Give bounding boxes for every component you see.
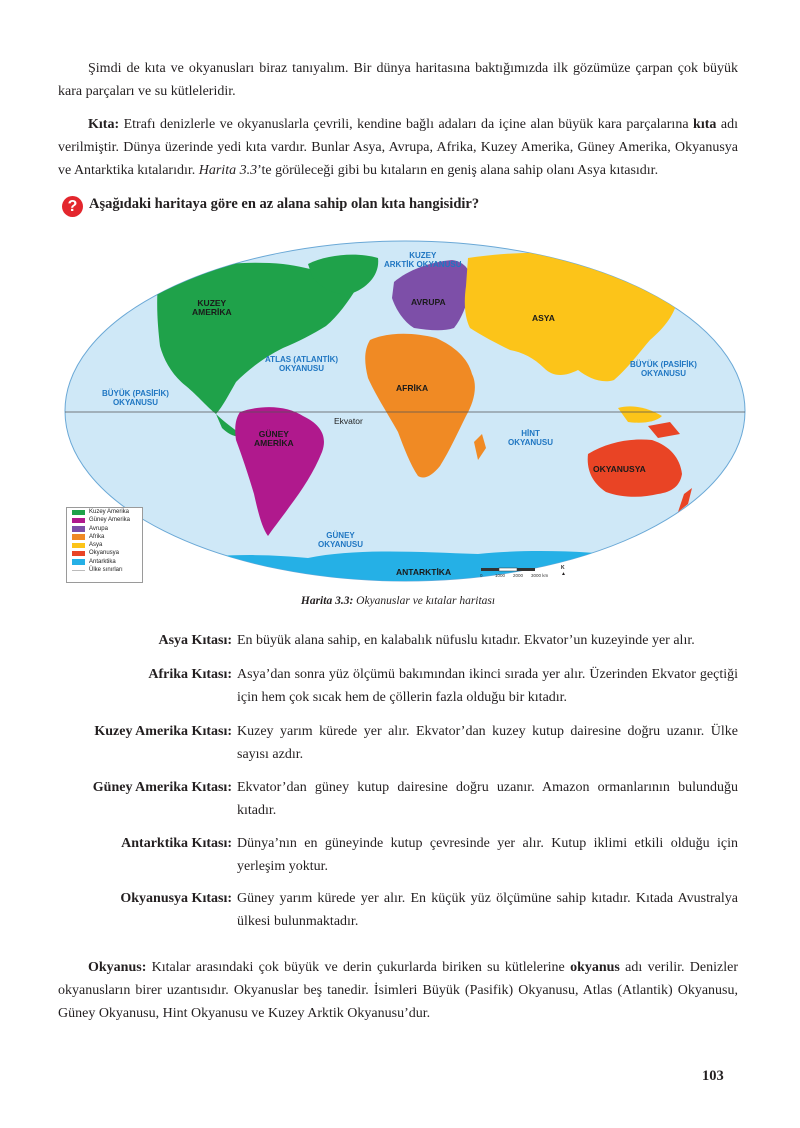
legend-label: Güney Amerika: [89, 517, 131, 524]
question-box: [58, 195, 738, 221]
intro-paragraph: Şimdi de kıta ve okyanusları biraz tanıyalım. Bir dünya haritasına baktığımızda ilk gözümüze çarpan çok büyük kara parçaları ve su kütleleridir.: [58, 61, 738, 99]
legend-label: Antarktika: [89, 558, 116, 565]
definition-text: Kuzey yarım kürede yer alır. Ekvator’dan kuzey kutup dairesine doğru uzanır. Ülke sayısı azdır.: [237, 724, 738, 762]
world-map-graphic: [58, 236, 752, 596]
ocean-definition-paragraph: [58, 956, 738, 1025]
north-arrow: [561, 565, 566, 577]
world-map: [58, 236, 752, 596]
page-number: 103: [702, 1068, 724, 1084]
legend-swatch: [72, 543, 85, 549]
scale-bar: [479, 567, 559, 581]
definition-text: Dünya’nın en güneyinde kutup çevresinde yer alır. Kutup iklimi etkili olduğu için yerleşim yoktur.: [237, 836, 738, 874]
definition-text: Ekvator’dan güney kutup dairesine doğru uzanır. Amazon ormanlarının bulunduğu kıtadır.: [237, 780, 738, 818]
scale-tick: 2000: [513, 573, 524, 578]
continent-definition-text-2: adı verilmiştir. Dünya üzerinde yedi kıta vardır. Bunlar Asya, Avrupa, Afrika, Kuzey Amerika, Güney Amerika, Okyanusya ve Antarktika kıtalarıdır.: [58, 117, 738, 178]
definition-term: Güney Amerika Kıtası:: [92, 780, 232, 795]
legend-label: Asya: [89, 542, 103, 549]
legend-swatch: [72, 534, 85, 540]
legend-border-line: [72, 570, 85, 571]
label-pacific-ocean-west: BÜYÜK (PASİFİK) OKYANUSU: [102, 389, 169, 407]
definition-term: Afrika Kıtası:: [148, 667, 232, 682]
ocean-definition-text: Kıtalar arasındaki çok büyük ve derin çukurlarda biriken su kütlelerine: [146, 960, 571, 975]
definition-text: Asya’dan sonra yüz ölçümü bakımından ikinci sırada yer alır. Üzerinden Ekvator geçtiği için hem çok sıcak hem de çöllerin fazla olduğu bir kıtadır.: [237, 667, 738, 705]
label-oceania: OKYANUSYA: [593, 464, 646, 474]
legend-swatch: [72, 559, 85, 565]
label-arctic-ocean: KUZEY ARKTİK OKYANUSU: [384, 251, 462, 269]
scale-tick: 1000: [495, 573, 506, 578]
legend-item: [67, 516, 142, 524]
legend-item: [67, 566, 142, 574]
legend-label: Avrupa: [89, 525, 108, 532]
definition-term: Asya Kıtası:: [158, 633, 232, 648]
ocean-term: Okyanus:: [88, 960, 147, 975]
definition-text: Güney yarım kürede yer alır. En küçük yüz ölçümüne sahip kıtadır. Kıtada Avustralya ülkesi bulunmaktadır.: [237, 891, 738, 929]
label-southern-ocean: GÜNEY OKYANUSU: [318, 531, 364, 549]
legend-swatch: [72, 518, 85, 524]
legend-label: Ülke sınırları: [89, 567, 123, 574]
legend-swatch: [72, 510, 85, 516]
legend-item: [67, 541, 142, 549]
label-asia: ASYA: [532, 313, 555, 323]
question-text: Aşağıdaki haritaya göre en az alana sahip olan kıta hangisidir?: [89, 196, 480, 212]
scale-tick: 3000 km: [531, 573, 549, 578]
legend-item: [67, 533, 142, 541]
north-label: K: [561, 565, 565, 571]
label-indian-ocean: HİNT OKYANUSU: [508, 429, 554, 447]
map-reference: Harita 3.3: [198, 163, 258, 178]
label-equator: Ekvator: [334, 416, 363, 426]
legend-label: Kuzey Amerika: [89, 509, 130, 515]
continent-definition-text: Etrafı denizlerle ve okyanuslarla çevrili, kendine bağlı adaları da içine alan büyük kara parçalarına: [119, 117, 694, 132]
caption-label: Harita 3.3:: [300, 595, 354, 607]
continent-definition-text-3: ’te görüleceği gibi bu kıtaların en geniş alana sahip olanı Asya kıtasıdır.: [257, 163, 659, 178]
legend-label: Afrika: [89, 533, 105, 540]
label-north-america: KUZEY AMERİKA: [192, 298, 232, 317]
legend-item: [67, 549, 142, 557]
legend-item: [67, 525, 142, 533]
question-mark-icon: ?: [62, 196, 83, 217]
label-antarctica: ANTARKTİKA: [396, 567, 452, 577]
continent-bold-word: kıta: [693, 117, 717, 132]
continent-term: Kıta:: [88, 117, 120, 132]
ocean-definition-text-2: adı verilir. Denizler okyanusların birer uzantısıdır. Okyanuslar beş tanedir. İsimleri Büyük (Pasifik) Okyanusu, Atlas (Atlantik) Okyanusu, Güney Okyanusu, Hint Okyanusu ve Kuzey Arktik Okyanusu’dur.: [58, 960, 739, 1021]
label-atlantic-ocean: ATLAS (ATLANTİK) OKYANUSU: [265, 355, 339, 373]
map-legend: [66, 507, 143, 583]
scale-tick: 0: [480, 573, 483, 578]
legend-swatch: [72, 551, 85, 557]
map-caption: [58, 595, 738, 607]
caption-text: Okyanuslar ve kıtalar haritası: [353, 595, 496, 607]
continent-definition-paragraph: [58, 113, 738, 182]
label-pacific-ocean-east: BÜYÜK (PASİFİK) OKYANUSU: [630, 360, 697, 378]
north-arrow-icon: ▲: [561, 571, 566, 577]
label-south-america: GÜNEY AMERİKA: [254, 429, 294, 448]
definition-term: Antarktika Kıtası:: [121, 836, 232, 851]
definition-term: Kuzey Amerika Kıtası:: [94, 724, 232, 739]
ocean-bold-word: okyanus: [570, 960, 620, 975]
legend-swatch: [72, 526, 85, 532]
legend-label: Okyanusya: [89, 550, 120, 557]
definition-text: En büyük alana sahip, en kalabalık nüfuslu kıtadır. Ekvator’un kuzeyinde yer alır.: [237, 633, 695, 648]
legend-item: [67, 508, 142, 516]
label-europe: AVRUPA: [411, 297, 446, 307]
legend-item: [67, 558, 142, 566]
definition-term: Okyanusya Kıtası:: [120, 891, 232, 906]
label-africa: AFRİKA: [396, 383, 429, 393]
